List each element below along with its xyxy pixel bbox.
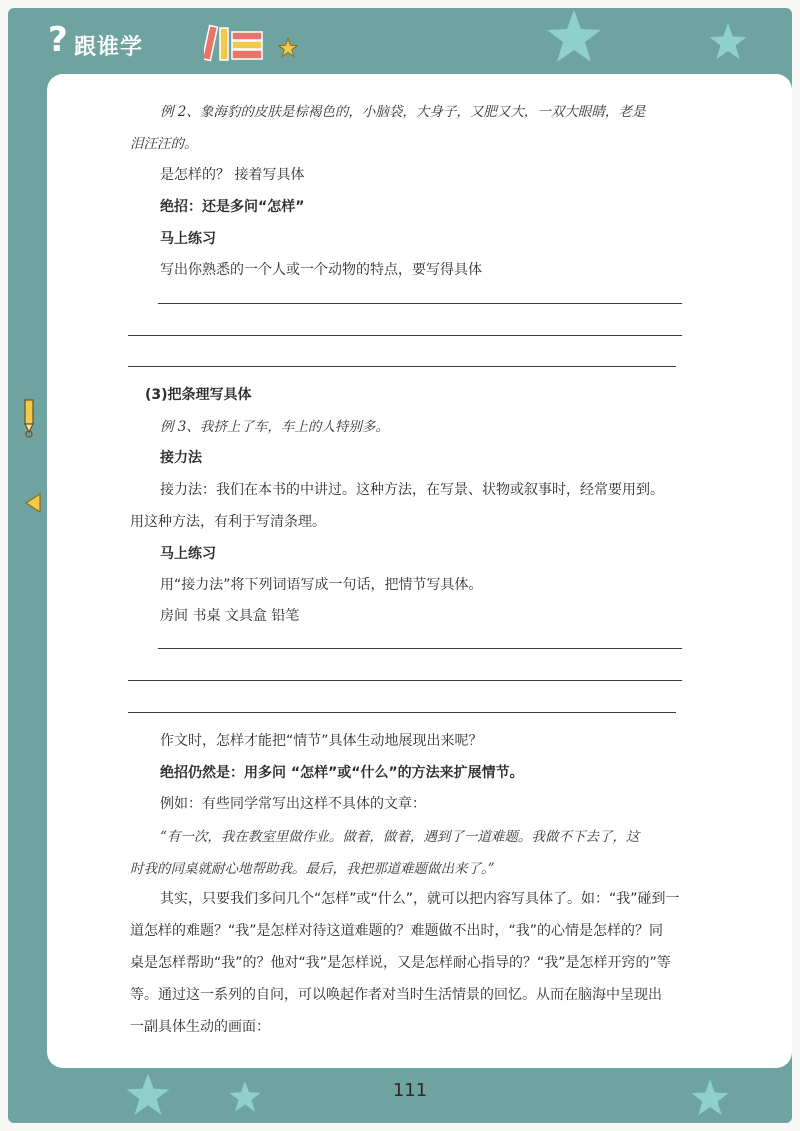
explanation-line5: 一副具体生动的画面： [130, 1019, 270, 1035]
tip-heading: 绝招：还是多问“怎样” [160, 199, 305, 215]
explanation-line1: 其实，只要我们多问几个“怎样”或“什么”，就可以把内容写具体了。如：“我”碰到一 [160, 891, 680, 907]
triangle-icon [24, 492, 42, 518]
answer-line [128, 366, 676, 367]
sample-text-line1: “有一次，我在教室里做作业。做着，做着，遇到了一道难题。我做不下去了，这 [160, 829, 640, 845]
page-number: 111 [392, 1080, 428, 1101]
star-icon-bottom-1 [125, 1072, 171, 1122]
star-icon-top-2 [708, 22, 748, 66]
sample-text-line2: 时我的同桌就耐心地帮助我。最后，我把那道难题做出来了。” [130, 861, 495, 877]
example-2-line2: 泪汪汪的。 [130, 136, 198, 152]
tip-paragraph: 绝招仍然是：用多问 “怎样”或“什么”的方法来扩展情节。 [160, 765, 524, 781]
practice-heading-1: 马上练习 [160, 231, 216, 247]
question-line: 是怎样的？ 接着写具体 [160, 167, 305, 183]
answer-line [128, 712, 676, 713]
explanation-line4: 等。通过这一系列的自问，可以唤起作者对当时生活情景的回忆。从而在脑海中呈现出 [130, 987, 662, 1003]
star-icon-top-1 [545, 8, 603, 70]
pencil-icon [18, 398, 40, 442]
answer-line [158, 648, 682, 649]
answer-line [158, 303, 682, 304]
practice-1-instruction: 写出你熟悉的一个人或一个动物的特点，要写得具体 [160, 262, 482, 278]
explanation-line2: 道怎样的难题？“我”是怎样对待这道难题的？难题做不出时，“我”的心情是怎样的？同 [130, 923, 664, 939]
answer-line [128, 680, 682, 681]
star-icon-bottom-3 [690, 1078, 730, 1122]
content-page [47, 74, 792, 1068]
relay-method-line2: 用这种方法，有利于写清条理。 [130, 514, 326, 530]
word-list: 房间 书桌 文具盒 铅笔 [160, 608, 300, 624]
practice-heading-2: 马上练习 [160, 546, 216, 562]
logo-mark: ? [48, 20, 68, 60]
header [48, 20, 348, 70]
example-3: 例 3、我挤上了车，车上的人特别多。 [160, 419, 389, 435]
answer-line [128, 335, 682, 336]
example-intro: 例如：有些同学常写出这样不具体的文章： [160, 796, 426, 812]
relay-method-line1: 接力法：我们在本书的中讲过。这种方法，在写景、状物或叙事时，经常要用到。 [160, 482, 664, 498]
section-3-heading: (3)把条理写具体 [145, 387, 252, 403]
example-2-line1: 例 2、象海豹的皮肤是棕褐色的，小脑袋，大身子，又肥又大，一双大眼睛，老是 [160, 104, 646, 120]
explanation-line3: 桌是怎样帮助“我”的？他对“我”是怎样说，又是怎样耐心指导的？“我”是怎样开窍的”等 [130, 955, 671, 971]
brand-name: 跟谁学 [74, 35, 144, 60]
books-icon [204, 22, 266, 68]
star-icon-bottom-2 [228, 1080, 262, 1118]
relay-method-heading: 接力法 [160, 450, 202, 466]
question-paragraph: 作文时，怎样才能把“情节”具体生动地展现出来呢？ [160, 733, 483, 749]
practice-2-instruction: 用“接力法”将下列词语写成一句话，把情节写具体。 [160, 577, 483, 593]
